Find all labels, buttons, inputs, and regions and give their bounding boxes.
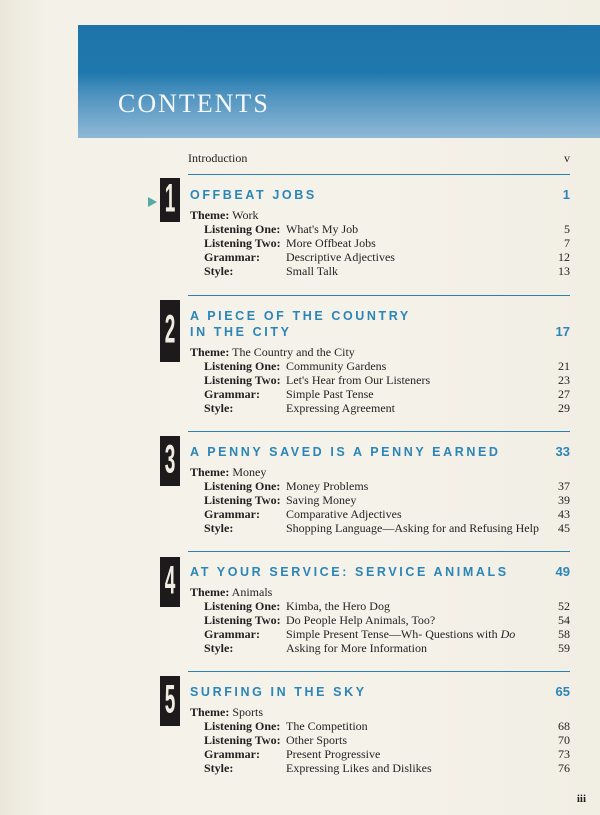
row-value: Expressing Agreement xyxy=(286,401,395,415)
row-value: Saving Money xyxy=(286,493,357,507)
row-value: The Competition xyxy=(286,719,368,733)
row-value: Small Talk xyxy=(286,264,338,278)
contents-row xyxy=(204,613,570,627)
row-page: 70 xyxy=(558,733,570,747)
row-value: Let's Hear from Our Listeners xyxy=(286,373,431,387)
contents-row xyxy=(204,599,570,613)
unit-number: 5 xyxy=(164,678,176,724)
theme-label: Theme: xyxy=(190,208,230,222)
contents-row xyxy=(204,733,570,747)
contents-row xyxy=(204,373,570,387)
unit-title: OFFBEAT JOBS xyxy=(190,188,317,202)
row-label: Style: xyxy=(204,401,234,415)
unit-block xyxy=(160,431,570,541)
row-page: 59 xyxy=(558,641,570,655)
row-value: Descriptive Adjectives xyxy=(286,250,395,264)
row-value: Simple Past Tense xyxy=(286,387,374,401)
row-page: 73 xyxy=(558,747,570,761)
contents-row xyxy=(204,401,570,415)
row-label: Style: xyxy=(204,641,234,655)
unit-rule xyxy=(188,431,570,432)
row-label: Listening One: xyxy=(204,222,281,236)
unit-page-number: 65 xyxy=(555,684,570,699)
unit-theme xyxy=(190,208,259,223)
unit-title: A PENNY SAVED IS A PENNY EARNED xyxy=(190,445,501,459)
unit-theme xyxy=(190,705,263,720)
row-label: Style: xyxy=(204,264,234,278)
theme-value: Money xyxy=(232,465,267,479)
row-label: Style: xyxy=(204,521,234,535)
unit-number: 1 xyxy=(164,177,176,223)
contents-row xyxy=(204,493,570,507)
unit-rule xyxy=(188,551,570,552)
contents-row xyxy=(204,250,570,264)
row-page: 13 xyxy=(558,264,570,278)
unit-number-box xyxy=(160,557,180,607)
row-page: 52 xyxy=(558,599,570,613)
contents-row xyxy=(204,521,570,535)
theme-value: Sports xyxy=(232,705,264,719)
row-page: 23 xyxy=(558,373,570,387)
row-page: 76 xyxy=(558,761,570,775)
unit-number: 2 xyxy=(164,308,176,354)
unit-block xyxy=(160,551,570,661)
theme-label: Theme: xyxy=(190,345,230,359)
row-label: Listening One: xyxy=(204,719,281,733)
unit-block xyxy=(160,671,570,781)
contents-row xyxy=(204,479,570,493)
header-band xyxy=(78,25,600,138)
row-page: 21 xyxy=(558,359,570,373)
row-label: Grammar: xyxy=(204,747,260,761)
contents-row xyxy=(204,222,570,236)
unit-number-box xyxy=(160,676,180,726)
row-value: Expressing Likes and Dislikes xyxy=(286,761,432,775)
unit-page-number: 33 xyxy=(555,444,570,459)
row-page: 39 xyxy=(558,493,570,507)
contents-row xyxy=(204,387,570,401)
row-page: 68 xyxy=(558,719,570,733)
unit-title: AT YOUR SERVICE: SERVICE ANIMALS xyxy=(190,565,509,579)
unit-theme xyxy=(190,585,272,600)
unit-number-box xyxy=(160,436,180,486)
row-label: Listening Two: xyxy=(204,236,281,250)
row-value: Kimba, the Hero Dog xyxy=(286,599,390,613)
row-value: More Offbeat Jobs xyxy=(286,236,376,250)
row-label: Listening Two: xyxy=(204,373,281,387)
contents-row xyxy=(204,641,570,655)
theme-value: The Country and the City xyxy=(232,345,355,359)
row-page: 29 xyxy=(558,401,570,415)
row-label: Listening Two: xyxy=(204,493,281,507)
contents-row xyxy=(204,264,570,278)
unit-rule xyxy=(188,671,570,672)
row-page: 12 xyxy=(558,250,570,264)
contents-row xyxy=(204,507,570,521)
theme-label: Theme: xyxy=(190,465,230,479)
row-value: Community Gardens xyxy=(286,359,387,373)
unit-number: 4 xyxy=(164,559,176,605)
contents-row xyxy=(204,236,570,250)
unit-rule xyxy=(188,295,570,296)
row-page: 58 xyxy=(558,627,570,641)
unit-title: IN THE CITY xyxy=(190,325,292,339)
row-value: Do People Help Animals, Too? xyxy=(286,613,436,627)
theme-label: Theme: xyxy=(190,585,230,599)
unit-number-box xyxy=(160,178,180,222)
row-label: Grammar: xyxy=(204,250,260,264)
unit-page-number: 49 xyxy=(555,564,570,579)
row-page: 43 xyxy=(558,507,570,521)
row-page: 37 xyxy=(558,479,570,493)
contents-row xyxy=(204,761,570,775)
intro-entry xyxy=(188,151,570,167)
unit-block xyxy=(160,295,570,415)
intro-label: Introduction xyxy=(188,151,248,165)
row-value: Shopping Language—Asking for and Refusing Help xyxy=(286,521,539,535)
row-label: Listening One: xyxy=(204,359,281,373)
arrow-mark-icon xyxy=(148,197,157,207)
contents-row xyxy=(204,627,570,641)
row-value: Simple Present Tense—Wh- Questions with Do xyxy=(286,627,516,641)
row-page: 45 xyxy=(558,521,570,535)
unit-page-number: 1 xyxy=(562,187,570,202)
row-label: Listening Two: xyxy=(204,733,281,747)
unit-title: A PIECE OF THE COUNTRY xyxy=(190,309,411,323)
unit-block xyxy=(160,174,570,284)
unit-theme xyxy=(190,345,355,360)
row-label: Listening One: xyxy=(204,479,281,493)
contents-row xyxy=(204,747,570,761)
unit-number: 3 xyxy=(164,438,176,484)
row-label: Grammar: xyxy=(204,627,260,641)
unit-number-box xyxy=(160,300,180,362)
unit-theme xyxy=(190,465,266,480)
page-folio: iii xyxy=(576,793,586,805)
unit-page-number: 17 xyxy=(555,324,570,339)
row-value: Comparative Adjectives xyxy=(286,507,402,521)
row-label: Grammar: xyxy=(204,507,260,521)
row-label: Listening One: xyxy=(204,599,281,613)
row-page: 54 xyxy=(558,613,570,627)
unit-title: SURFING IN THE SKY xyxy=(190,685,367,699)
row-label: Style: xyxy=(204,761,234,775)
row-page: 27 xyxy=(558,387,570,401)
contents-row xyxy=(204,719,570,733)
row-label: Grammar: xyxy=(204,387,260,401)
page-title: CONTENTS xyxy=(118,89,270,118)
row-value: Asking for More Information xyxy=(286,641,427,655)
row-value: Other Sports xyxy=(286,733,347,747)
row-value: What's My Job xyxy=(286,222,359,236)
row-page: 7 xyxy=(564,236,570,250)
row-value: Present Progressive xyxy=(286,747,381,761)
theme-value: Work xyxy=(232,208,259,222)
row-label: Listening Two: xyxy=(204,613,281,627)
unit-rule xyxy=(188,174,570,175)
theme-label: Theme: xyxy=(190,705,230,719)
contents-row xyxy=(204,359,570,373)
row-value: Money Problems xyxy=(286,479,369,493)
theme-value: Animals xyxy=(231,585,273,599)
row-page: 5 xyxy=(564,222,570,236)
intro-page: v xyxy=(564,151,570,165)
